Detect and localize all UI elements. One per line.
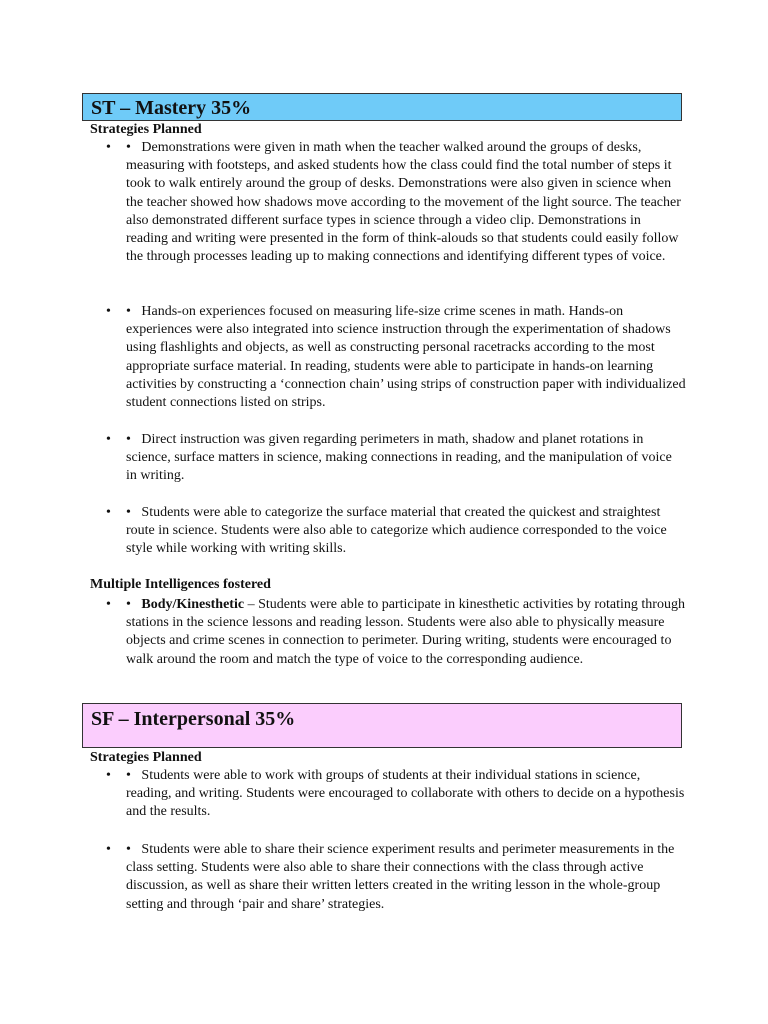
list-item-text: • Students were able to categorize the surface material that created the quickest and straightest route in science. Students were also able to categorize which audience corresponded to the voice style while working with writing skills. <box>126 504 686 559</box>
subheading-strategies-planned: Strategies Planned <box>90 122 202 137</box>
bullet-icon: • <box>106 768 111 783</box>
list-item-share <box>96 841 686 914</box>
subheading-strategies-planned: Strategies Planned <box>90 750 202 765</box>
section-header-interpersonal: SF – Interpersonal 35% <box>82 703 682 748</box>
list-item-categorize <box>96 504 686 559</box>
list-item-text <box>126 596 686 669</box>
list-item-groups <box>96 767 686 822</box>
bullet-icon: • <box>106 140 111 155</box>
list-item-direct-instruction <box>96 431 686 486</box>
bullet-icon: • <box>106 597 111 612</box>
list-item-demonstrations <box>96 139 686 266</box>
list-item-text: • Hands-on experiences focused on measuring life-size crime scenes in math. Hands-on experiences were also integrated into science instruction through the experimentation of shadows using flashlights and objects, as well as constructing personal racetracks according to the most appropriate surface material. In reading, students were able to participate in hands-on learning activities by constructing a ‘connection chain’ using strips of construction paper with individualized student connections listed on strips. <box>126 303 686 412</box>
bullet-icon: • <box>106 304 111 319</box>
subheading-multiple-intelligences: Multiple Intelligences fostered <box>90 577 271 592</box>
intelligence-description: – Students were able to participate in kinesthetic activities by rotating through stations in the science lessons and reading lesson. Students were also able to physically measure objects and crime scenes in connection to perimeter. During writing, students were encouraged to walk around the room and match the type of voice to the corresponding audience. <box>126 597 685 667</box>
bullet-icon: • <box>106 432 111 447</box>
list-item-text: • Demonstrations were given in math when the teacher walked around the groups of desks, measuring with footsteps, and asked students how the class could find the total number of steps it took to walk entirely around the group of desks. Demonstrations were also given in science when the teacher showed how shadows move according to the movement of the light source. The teacher also demonstrated different surface types in science through a video clip. Demonstrations in reading and writing were presented in the form of think-alouds so that students could easily follow the through processes leading up to making connections and identifying different types of voice. <box>126 139 686 266</box>
section-header-mastery: ST – Mastery 35% <box>82 93 682 121</box>
list-item-body-kinesthetic <box>96 596 686 669</box>
bullet-icon: • <box>106 505 111 520</box>
list-item-hands-on <box>96 303 686 412</box>
list-item-text: • Students were able to work with groups of students at their individual stations in science, reading, and writing. Students were encouraged to collaborate with others to decide on a hypothesis and the results. <box>126 767 686 822</box>
bullet-icon: • <box>106 842 111 857</box>
intelligence-name: Body/Kinesthetic <box>141 597 245 612</box>
list-item-text: • Students were able to share their science experiment results and perimeter measurements in the class setting. Students were also able to share their connections with the class through active discussion, as well as share their written letters created in the writing lesson in the whole-group setting and through ‘pair and share’ strategies. <box>126 841 686 914</box>
list-item-text: • Direct instruction was given regarding perimeters in math, shadow and planet rotations in science, surface matters in science, making connections in reading, and the manipulation of voice in writing. <box>126 431 686 486</box>
